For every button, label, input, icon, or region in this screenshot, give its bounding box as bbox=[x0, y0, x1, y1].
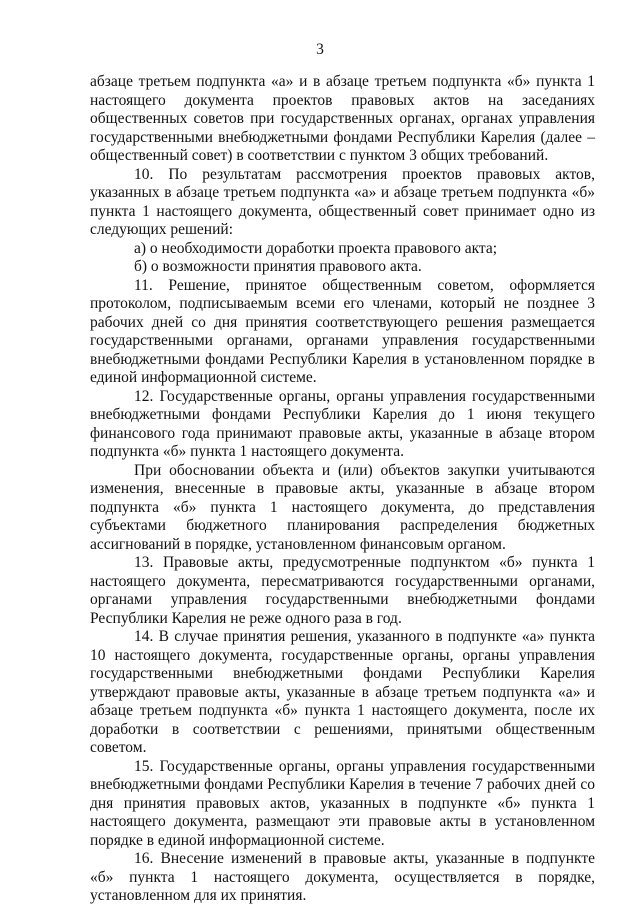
paragraph-subitem-a: а) о необходимости доработки проекта правового акта; bbox=[134, 239, 498, 257]
paragraph-item-11: 11. Решение, принятое общественным советом, оформляется протоколом, подписываемым всеми его членами, который не позднее 3 рабочих дней со дня принятия соответствующего решения размещается государственными органами, органами управления государственными внебюджетными фондами Республики Карелия в установленном порядке в единой информационной системе. bbox=[90, 276, 595, 386]
document-body bbox=[90, 73, 595, 906]
paragraph-item-10: 10. По результатам рассмотрения проектов правовых актов, указанных в абзаце третьем подпункта «а» и абзаце третьем подпункта «б» пункта 1 настоящего документа, общественный совет принимает одно из следующих решений: bbox=[90, 165, 595, 238]
paragraph-item-12-procurement: При обосновании объекта и (или) объектов закупки учитываются изменения, внесенные в правовые акты, указанные в абзаце втором подпункта «б» пункта 1 настоящего документа, до представления субъектами бюджетного планирования распределения бюджетных ассигнований в порядке, установленном финансовым органом. bbox=[90, 461, 595, 553]
paragraph-subitem-b: б) о возможности принятия правового акта. bbox=[134, 258, 422, 275]
paragraph-item-15: 15. Государственные органы, органы управления государственными внебюджетными фондами Республики Карелия в течение 7 рабочих дней со дня принятия правовых актов, указанных в подпункте «б» пункта 1 настоящего документа, размещают эти правовые акты в установленном порядке в единой информационной системе. bbox=[90, 757, 595, 849]
paragraph-item-12: 12. Государственные органы, органы управления государственными внебюджетными фондами Республики Карелия до 1 июня текущего финансового года принимают правовые акты, указанные в абзаце втором подпункта «б» пункта 1 настоящего документа. bbox=[90, 387, 595, 460]
paragraph-item-14: 14. В случае принятия решения, указанного в подпункте «а» пункта 10 настоящего документа, государственные органы, органы управления государственными внебюджетными фондами Республики Карелия утверждают правовые акты, указанные в абзаце третьем подпункта «а» и абзаце третьем подпункта «б» пункта 1 настоящего документа, после их доработки в соответствии с решениями, принятыми общественным советом. bbox=[90, 628, 595, 756]
paragraph-continuation: абзаце третьем подпункта «а» и в абзаце третьем подпункта «б» пункта 1 настоящего документа проектов правовых актов на заседаниях общественных советов при государственных органах, органах управления государственными внебюджетными фондами Республики Карелия (далее – общественный совет) в соответствии с пунктом 3 общих требований. bbox=[90, 73, 595, 164]
paragraph-item-16: 16. Внесение изменений в правовые акты, указанные в подпункте «б» пункта 1 настоящего документа, осуществляется в порядке, установленном для их принятия. bbox=[90, 850, 595, 904]
page-number: 3 bbox=[316, 41, 324, 58]
paragraph-item-13: 13. Правовые акты, предусмотренные подпунктом «б» пункта 1 настоящего документа, пересматриваются государственными органами, органами управления государственными внебюджетными фондами Республики Карелия не реже одного раза в год. bbox=[90, 554, 595, 627]
